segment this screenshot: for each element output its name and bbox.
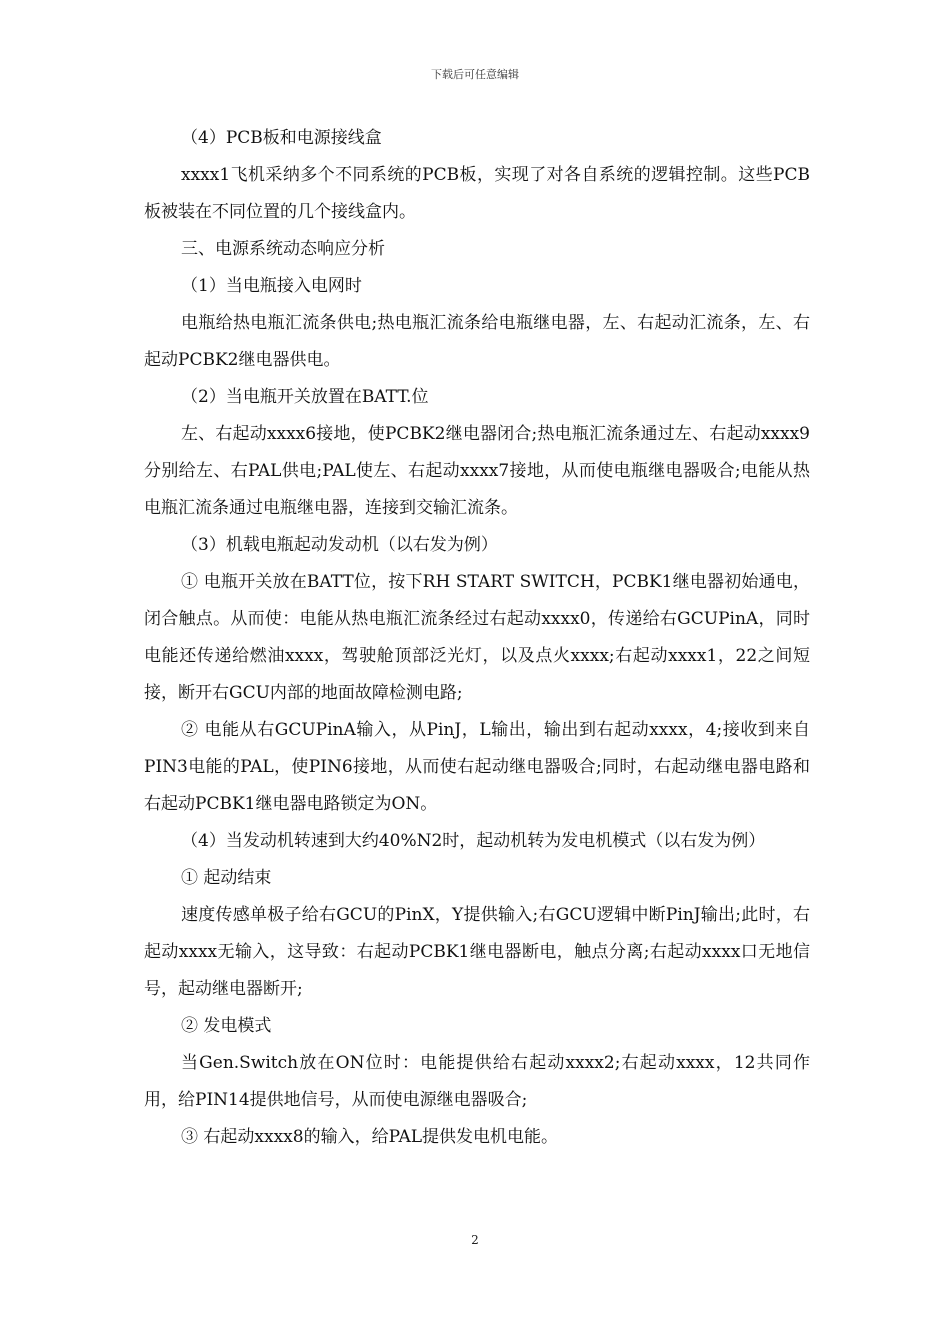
heading-batt-switch: （2）当电瓶开关放置在BATT.位 (181, 387, 429, 407)
paragraph-batt-switch: 左、右起动xxxx6接地，使PCBK2继电器闭合;热电瓶汇流条通过左、右起动xxxx9分别给左、右PAL供电;PAL使左、右起动xxxx7接地，从而使电瓶继电器吸合;电能从热电瓶汇流条通过电瓶继电器，连接到交输汇流条。 (144, 424, 810, 518)
paragraph-battery-supply: 电瓶给热电瓶汇流条供电;热电瓶汇流条给电瓶继电器，左、右起动汇流条，左、右起动PCBK2继电器供电。 (144, 313, 810, 370)
paragraph-start-step-2: ② 电能从右GCUPinA输入，从PinJ，L输出，输出到右起动xxxx，4;接收到来自PIN3电能的PAL，使PIN6接地，从而使右起动继电器吸合;同时，右起动继电器电路和右起动PCBK1继电器电路锁定为ON。 (144, 720, 810, 814)
paragraph-generator-mode: 当Gen.Switch放在ON位时：电能提供给右起动xxxx2;右起动xxxx，12共同作用，给PIN14提供地信号，从而使电源继电器吸合; (144, 1053, 810, 1110)
document-body (144, 120, 810, 1156)
paragraph-pal-generator-power: ③ 右起动xxxx8的输入，给PAL提供发电机电能。 (181, 1127, 559, 1147)
paragraph-start-step-1: ① 电瓶开关放在BATT位，按下RH START SWITCH，PCBK1继电器初始通电，闭合触点。从而使：电能从热电瓶汇流条经过右起动xxxx0，传递给右GCUPinA，同时电能还传递给燃油xxxx，驾驶舱顶部泛光灯，以及点火xxxx;右起动xxxx1，22之间短接，断开右GCU内部的地面故障检测电路; (144, 572, 810, 703)
paragraph-start-end: 速度传感单极子给右GCU的PinX，Y提供输入;右GCU逻辑中断PinJ输出;此时，右起动xxxx无输入，这导致：右起动PCBK1继电器断电，触点分离;右起动xxxx口无地信号，起动继电器断开; (144, 905, 810, 999)
subheading-start-end: ① 起动结束 (181, 868, 272, 888)
subheading-generator-mode: ② 发电模式 (181, 1016, 272, 1036)
paragraph-pcb-boards: xxxx1飞机采纳多个不同系统的PCB板，实现了对各自系统的逻辑控制。这些PCB板被装在不同位置的几个接线盒内。 (144, 165, 810, 222)
page-number: 2 (471, 1233, 479, 1247)
heading-generator-mode-switch: （4）当发动机转速到大约40%N2时，起动机转为发电机模式（以右发为例） (181, 831, 766, 851)
page-header: 下载后可任意编辑 (431, 68, 519, 81)
heading-battery-start: （3）机载电瓶起动发动机（以右发为例） (181, 535, 498, 555)
heading-pcb-junction-box: （4）PCB板和电源接线盒 (181, 128, 382, 148)
heading-battery-connected: （1）当电瓶接入电网时 (181, 276, 362, 296)
section-heading-dynamic-response: 三、电源系统动态响应分析 (181, 239, 385, 259)
